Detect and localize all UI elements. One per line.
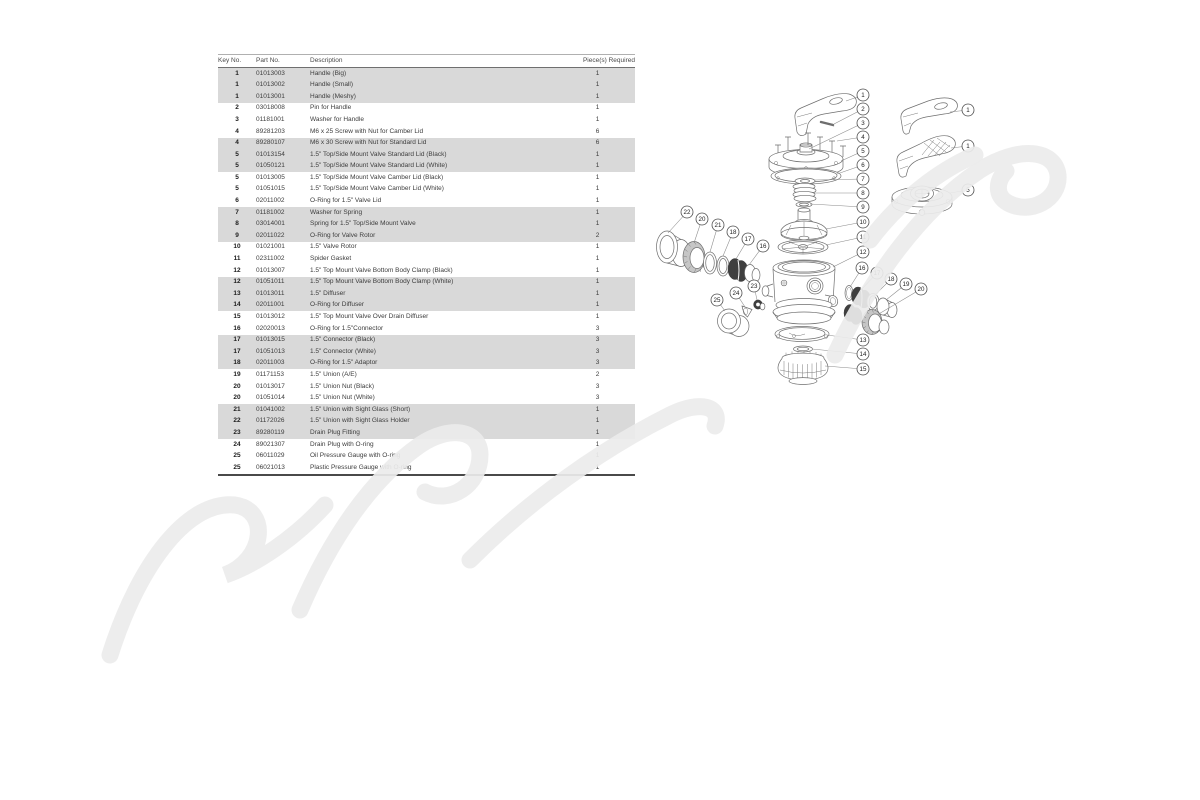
cell-part: 01050121 — [256, 162, 285, 170]
callout-number-1: 1 — [861, 92, 865, 100]
cell-qty: 3 — [595, 382, 600, 390]
cell-part: 01013015 — [256, 336, 285, 344]
rotor-oring-part — [796, 202, 812, 207]
cell-desc: M6 x 30 Screw with Nut for Standard Lid — [310, 139, 427, 147]
cell-qty: 1 — [595, 185, 600, 193]
cell-desc: Washer for Spring — [310, 208, 363, 216]
diffuser-oring-part — [794, 346, 813, 352]
cell-desc: 1.5" Diffuser — [310, 289, 346, 297]
cell-qty: 1 — [595, 289, 600, 297]
drain-plug-assembly — [718, 300, 765, 337]
cell-qty: 1 — [595, 463, 600, 471]
handle-pin-part — [821, 122, 834, 127]
cell-key: 9 — [235, 231, 239, 239]
cell-key: 12 — [233, 278, 241, 286]
col-header-description: Description — [310, 55, 560, 68]
table-row — [218, 277, 635, 289]
cell-qty: 1 — [595, 428, 600, 436]
cell-qty: 1 — [595, 440, 600, 448]
callout-number-22: 22 — [683, 209, 691, 217]
callout-number-24: 24 — [732, 290, 740, 298]
table-row — [218, 80, 635, 92]
right-union-assembly — [844, 286, 897, 335]
table-header-row — [218, 55, 635, 68]
table-row — [218, 219, 635, 231]
cell-part: 02011022 — [256, 231, 285, 239]
callout-number-21: 21 — [714, 222, 722, 230]
cell-part: 01051015 — [256, 185, 285, 193]
cell-qty: 1 — [595, 255, 600, 263]
cell-qty: 1 — [595, 104, 600, 112]
callout-number-6: 6 — [861, 162, 865, 170]
cell-part: 01013001 — [256, 92, 285, 100]
cell-part: 01013012 — [256, 313, 285, 321]
cell-desc: 1.5" Top/Side Mount Valve Standard Lid (White) — [310, 162, 448, 170]
callout-number-1: 1 — [966, 107, 970, 115]
leader-line-14 — [812, 349, 863, 354]
cell-qty: 3 — [595, 394, 600, 402]
bottom-clamp-part — [775, 327, 829, 342]
cell-key: 5 — [235, 185, 239, 193]
cell-desc: Pin for Handle — [310, 104, 352, 112]
cell-key: 22 — [233, 417, 241, 425]
exploded-valve-diagram — [650, 85, 1000, 405]
callout-number-2: 2 — [861, 106, 865, 114]
table-row — [218, 172, 635, 184]
valve-body-part — [762, 260, 839, 324]
cell-desc: Spider Gasket — [310, 255, 352, 263]
callout-number-25: 25 — [713, 297, 721, 305]
table-row — [218, 381, 635, 393]
handle-big-part — [795, 94, 856, 136]
cell-qty: 1 — [595, 405, 600, 413]
cell-key: 5 — [235, 150, 239, 158]
col-header-key-no: Key No. — [218, 55, 256, 68]
table-row — [218, 358, 635, 370]
table-row — [218, 393, 635, 405]
cell-qty: 3 — [595, 336, 600, 344]
cell-key: 2 — [235, 104, 239, 112]
cell-key: 6 — [235, 197, 239, 205]
cell-part: 01051013 — [256, 347, 285, 355]
cell-desc: 1.5" Top Mount Valve Bottom Body Clamp (White) — [310, 278, 454, 286]
parts-table — [218, 54, 635, 476]
cell-desc: Drain Plug Fitting — [310, 428, 360, 436]
leader-line-3 — [809, 123, 863, 149]
valve-rotor-part — [781, 208, 827, 241]
leader-line-9 — [810, 204, 863, 207]
col-header-pieces-required: Piece(s) Required — [560, 55, 635, 68]
cell-key: 1 — [235, 92, 239, 100]
cell-part: 89280119 — [256, 428, 285, 436]
table-row — [218, 439, 635, 451]
table-row — [218, 230, 635, 242]
table-row — [218, 416, 635, 428]
table-row — [218, 335, 635, 347]
parts-table-body — [218, 68, 635, 475]
cell-key: 5 — [235, 162, 239, 170]
cell-qty: 1 — [595, 278, 600, 286]
cell-part: 01013017 — [256, 382, 285, 390]
callout-number-5: 5 — [861, 148, 865, 156]
cell-desc: O-Ring for 1.5" Valve Lid — [310, 197, 382, 205]
cell-part: 06021013 — [256, 463, 285, 471]
cell-desc: Drain Plug with O-ring — [310, 440, 374, 448]
cell-key: 25 — [233, 452, 241, 460]
cell-key: 23 — [233, 428, 241, 436]
cell-qty: 1 — [595, 313, 600, 321]
table-row — [218, 369, 635, 381]
table-row — [218, 103, 635, 115]
cell-key: 21 — [233, 405, 241, 413]
col-header-part-no: Part No. — [256, 55, 310, 68]
callout-number-5: 5 — [966, 187, 970, 195]
cell-desc: Spring for 1.5" Top/Side Mount Valve — [310, 220, 416, 228]
cell-part: 01171153 — [256, 370, 284, 378]
cell-key: 1 — [235, 81, 239, 89]
cell-qty: 1 — [595, 208, 600, 216]
cell-key: 10 — [233, 243, 241, 251]
callout-number-11: 11 — [859, 234, 867, 242]
cell-key: 14 — [233, 301, 241, 309]
cell-desc: 1.5" Union with Sight Glass (Short) — [310, 405, 411, 413]
callout-number-14: 14 — [859, 351, 867, 359]
table-row — [218, 242, 635, 254]
cell-desc: 1.5" Connector (White) — [310, 347, 376, 355]
cell-desc: 1.5" Valve Rotor — [310, 243, 357, 251]
cell-qty: 1 — [595, 452, 600, 460]
callout-number-17: 17 — [873, 270, 881, 278]
cell-part: 89021307 — [256, 440, 285, 448]
cell-qty: 1 — [595, 266, 600, 274]
cell-desc: 1.5" Top/Side Mount Valve Camber Lid (White) — [310, 185, 444, 193]
cell-qty: 6 — [595, 139, 600, 147]
cell-qty: 1 — [595, 417, 600, 425]
cell-qty: 6 — [595, 127, 600, 135]
cell-desc: 1.5" Union with Sight Glass Holder — [310, 417, 410, 425]
cell-desc: M6 x 25 Screw with Nut for Camber Lid — [310, 127, 424, 135]
cell-part: 03018008 — [256, 104, 285, 112]
cell-desc: Plastic Pressure Gauge with O-ring — [310, 463, 412, 471]
cell-key: 11 — [233, 255, 241, 263]
callout-number-10: 10 — [859, 219, 867, 227]
cell-part: 02011003 — [256, 359, 285, 367]
table-row — [218, 265, 635, 277]
cell-qty: 1 — [595, 69, 600, 77]
cell-key: 16 — [233, 324, 241, 332]
cell-desc: 1.5" Union Nut (White) — [310, 394, 375, 402]
callout-number-17: 17 — [744, 236, 752, 244]
cell-key: 8 — [235, 220, 239, 228]
cell-key: 7 — [235, 208, 239, 216]
cell-key: 17 — [233, 347, 241, 355]
cell-part: 01013007 — [256, 266, 285, 274]
cell-part: 02311002 — [256, 255, 285, 263]
cell-part: 01181001 — [256, 115, 285, 123]
table-row — [218, 346, 635, 358]
table-row — [218, 427, 635, 439]
cell-qty: 1 — [595, 150, 600, 158]
table-row — [218, 207, 635, 219]
cell-qty: 1 — [595, 81, 600, 89]
callout-number-13: 13 — [859, 337, 867, 345]
table-row — [218, 323, 635, 335]
callout-number-20: 20 — [698, 216, 706, 224]
cell-key: 4 — [235, 127, 239, 135]
callout-number-9: 9 — [861, 204, 865, 212]
cell-qty: 3 — [595, 359, 600, 367]
cell-desc: O-Ring for 1.5" Adaptor — [310, 359, 378, 367]
callout-number-19: 19 — [902, 281, 910, 289]
cell-desc: 1.5" Union (A/E) — [310, 370, 357, 378]
cell-key: 18 — [233, 359, 241, 367]
cell-desc: 1.5" Connector (Black) — [310, 336, 376, 344]
cell-qty: 2 — [595, 370, 600, 378]
callout-number-20: 20 — [917, 286, 925, 294]
cell-key: 24 — [233, 440, 241, 448]
cell-key: 13 — [233, 289, 241, 297]
cell-qty: 1 — [595, 92, 600, 100]
table-row — [218, 126, 635, 138]
cell-desc: 1.5" Top Mount Valve Over Drain Diffuser — [310, 313, 429, 321]
table-row — [218, 462, 635, 475]
handle-small-part — [901, 98, 958, 134]
cell-key: 19 — [233, 370, 241, 378]
cell-qty: 3 — [595, 324, 600, 332]
table-row — [218, 404, 635, 416]
cell-part: 02020013 — [256, 324, 285, 332]
cell-desc: Oil Pressure Gauge with O-ring — [310, 452, 401, 460]
callout-number-3: 3 — [861, 120, 865, 128]
table-row — [218, 91, 635, 103]
cell-qty: 1 — [595, 243, 600, 251]
cell-qty: 3 — [595, 347, 600, 355]
callout-number-16: 16 — [858, 265, 866, 273]
cell-part: 89280107 — [256, 139, 285, 147]
table-row — [218, 311, 635, 323]
cell-desc: Handle (Small) — [310, 81, 353, 89]
callout-number-18: 18 — [729, 229, 737, 237]
cell-key: 17 — [233, 336, 241, 344]
cell-part: 01051014 — [256, 394, 285, 402]
table-row — [218, 114, 635, 126]
cell-part: 01013003 — [256, 69, 285, 77]
callout-number-4: 4 — [861, 134, 865, 142]
callout-number-1: 1 — [966, 143, 970, 151]
cell-part: 01051011 — [256, 278, 285, 286]
cell-qty: 1 — [595, 162, 600, 170]
cell-key: 20 — [233, 394, 241, 402]
callout-number-7: 7 — [861, 176, 865, 184]
table-row — [218, 68, 635, 80]
cell-desc: 1.5" Top/Side Mount Valve Standard Lid (Black) — [310, 150, 447, 158]
cell-qty: 1 — [595, 301, 600, 309]
cell-part: 01013002 — [256, 81, 285, 89]
cell-desc: O-Ring for Diffuser — [310, 301, 365, 309]
cell-part: 02011001 — [256, 301, 285, 309]
callout-number-12: 12 — [859, 249, 867, 257]
table-row — [218, 254, 635, 266]
cell-key: 20 — [233, 382, 241, 390]
cell-part: 01013005 — [256, 173, 285, 181]
table-row — [218, 184, 635, 196]
spring-part — [793, 183, 816, 201]
callout-number-18: 18 — [887, 276, 895, 284]
cell-desc: O-Ring for 1.5"Connector — [310, 324, 384, 332]
table-row — [218, 300, 635, 312]
cell-desc: Washer for Handle — [310, 115, 364, 123]
cell-desc: O-Ring for Valve Rotor — [310, 231, 376, 239]
spider-gasket-part — [778, 240, 828, 254]
callout-number-15: 15 — [859, 366, 867, 374]
table-row — [218, 161, 635, 173]
cell-key: 3 — [235, 115, 239, 123]
table-row — [218, 288, 635, 300]
cell-part: 01172026 — [256, 417, 285, 425]
cell-part: 01021001 — [256, 243, 285, 251]
cell-key: 5 — [235, 173, 239, 181]
cell-part: 01013154 — [256, 150, 285, 158]
callout-number-16: 16 — [759, 243, 767, 251]
cell-desc: 1.5" Union Nut (Black) — [310, 382, 375, 390]
diffuser-part — [778, 351, 828, 385]
cell-desc: Handle (Meshy) — [310, 92, 356, 100]
camber-lid-part — [892, 186, 952, 216]
cell-part: 01181002 — [256, 208, 285, 216]
cell-part: 06011029 — [256, 452, 285, 460]
cell-desc: 1.5" Top Mount Valve Bottom Body Clamp (Black) — [310, 266, 453, 274]
table-row — [218, 138, 635, 150]
cell-desc: 1.5" Top/Side Mount Valve Camber Lid (Black) — [310, 173, 444, 181]
cell-key: 1 — [235, 69, 239, 77]
cell-part: 03014001 — [256, 220, 285, 228]
cell-qty: 1 — [595, 173, 600, 181]
cell-part: 89281203 — [256, 127, 285, 135]
cell-part: 01013011 — [256, 289, 285, 297]
table-row — [218, 149, 635, 161]
cell-qty: 1 — [595, 197, 600, 205]
cell-qty: 1 — [595, 115, 600, 123]
table-row — [218, 196, 635, 208]
cell-qty: 2 — [595, 231, 600, 239]
callout-number-8: 8 — [861, 190, 865, 198]
table-row — [218, 451, 635, 463]
cell-part: 02011002 — [256, 197, 285, 205]
cell-key: 15 — [233, 313, 241, 321]
cell-key: 25 — [233, 463, 241, 471]
cell-qty: 1 — [595, 220, 600, 228]
handle-meshy-part — [897, 136, 955, 177]
callout-number-23: 23 — [750, 283, 758, 291]
cell-key: 12 — [233, 266, 241, 274]
cell-desc: Handle (Big) — [310, 69, 347, 77]
cell-key: 4 — [235, 139, 239, 147]
cell-part: 01041002 — [256, 405, 285, 413]
